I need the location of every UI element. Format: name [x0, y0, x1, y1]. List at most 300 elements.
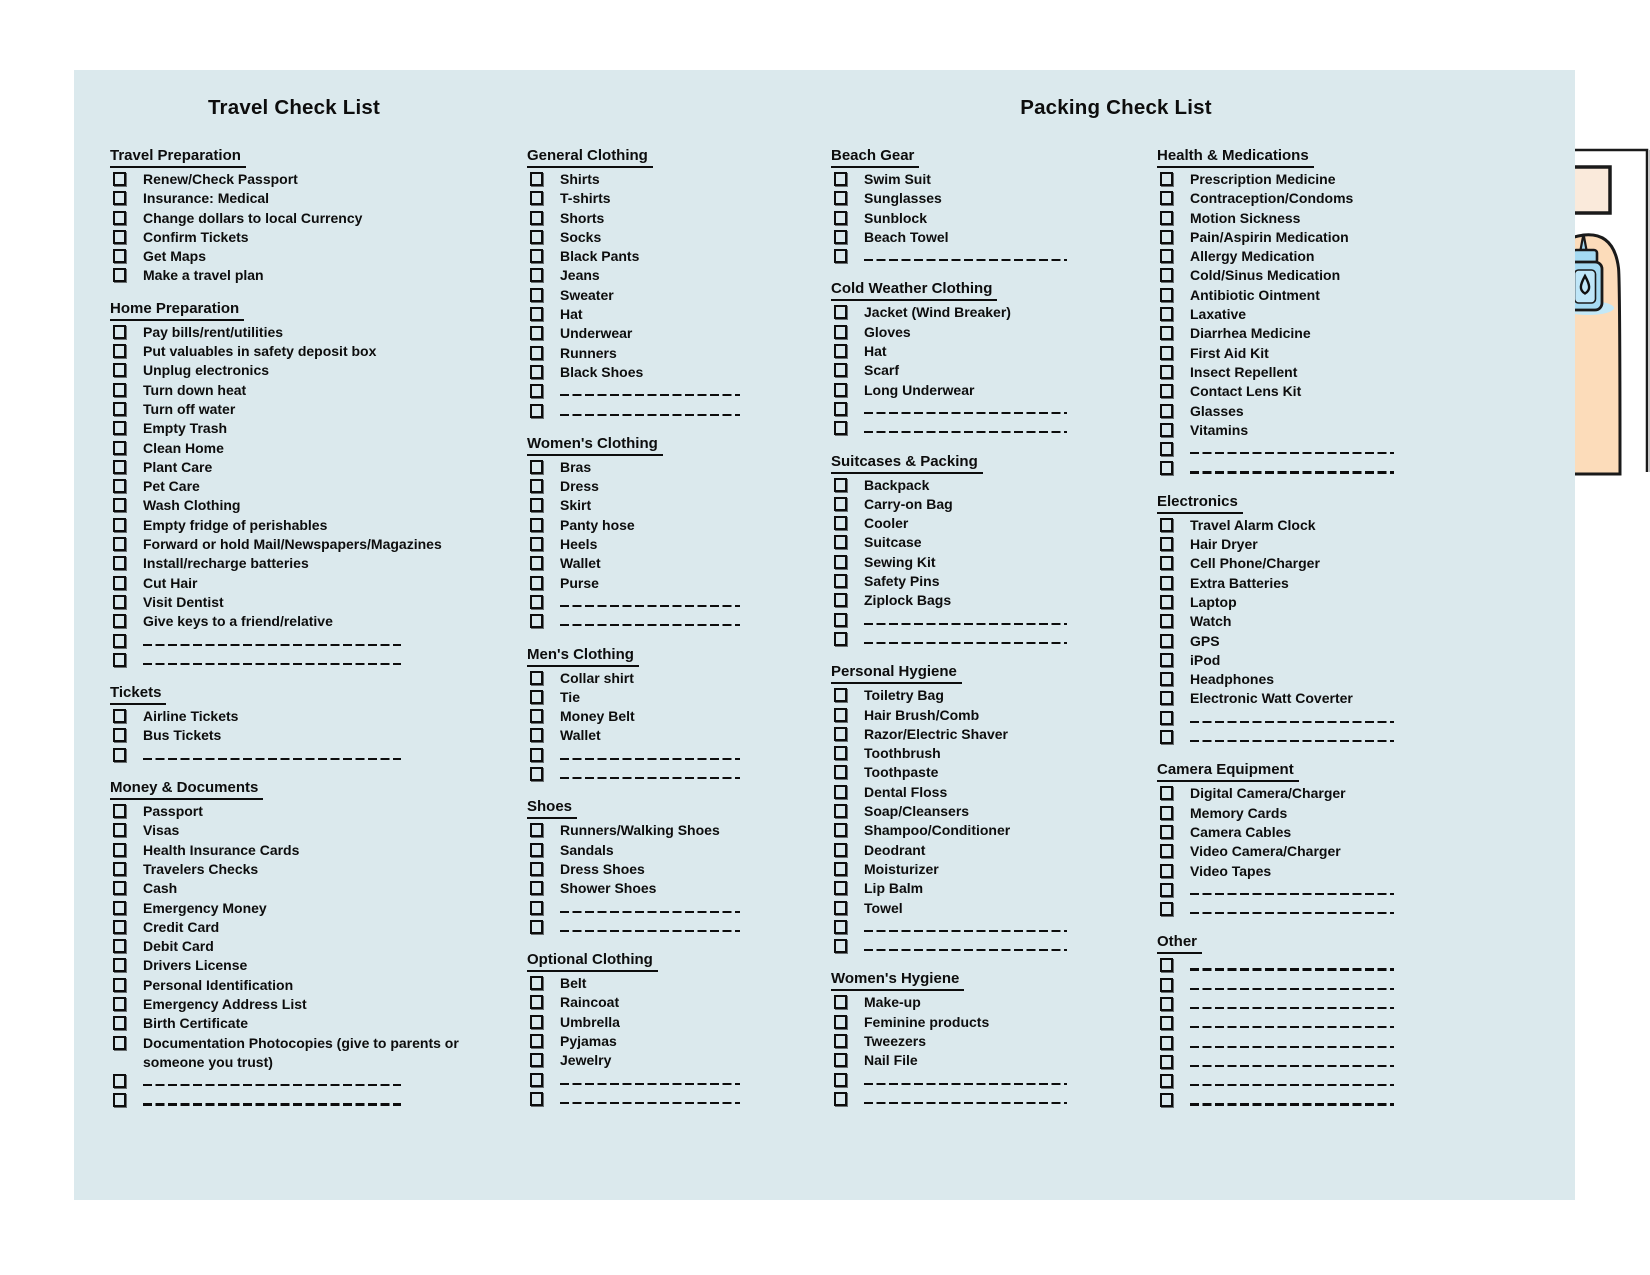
checkbox-unchecked-icon[interactable]	[1160, 825, 1173, 839]
checklist-item	[527, 209, 759, 228]
checkbox-unchecked-icon[interactable]	[530, 404, 543, 418]
checklist-item	[1157, 209, 1409, 228]
checklist-item	[1157, 363, 1409, 382]
section-header-electronics: Electronics	[1157, 492, 1243, 514]
write-in-line	[560, 1083, 740, 1085]
checklist-item	[1157, 612, 1409, 631]
item-label: Passport	[143, 803, 203, 820]
item-label: Insect Repellent	[1190, 363, 1298, 380]
checklist-item	[527, 477, 759, 496]
checklist-item	[527, 1051, 759, 1070]
checkbox-unchecked-icon[interactable]	[1160, 518, 1173, 532]
checkbox-unchecked-icon[interactable]	[113, 172, 126, 186]
checkbox-unchecked-icon[interactable]	[113, 614, 126, 628]
checkbox-unchecked-icon[interactable]	[834, 363, 847, 377]
item-label: Contact Lens Kit	[1190, 383, 1302, 400]
checkbox-unchecked-icon[interactable]	[1160, 864, 1173, 878]
checklist-item	[110, 535, 484, 554]
item-label: Headphones	[1190, 671, 1275, 688]
checkbox-unchecked-icon[interactable]	[1160, 172, 1173, 186]
checkbox-unchecked-icon[interactable]	[113, 325, 126, 339]
checkbox-unchecked-icon[interactable]	[113, 1074, 126, 1088]
checkbox-unchecked-icon[interactable]	[113, 709, 126, 723]
checkbox-unchecked-icon[interactable]	[1160, 653, 1173, 667]
checkbox-unchecked-icon[interactable]	[530, 1015, 543, 1029]
checkbox-unchecked-icon[interactable]	[1160, 230, 1173, 244]
checklist-item	[527, 247, 759, 266]
checkbox-unchecked-icon[interactable]	[530, 767, 543, 781]
checkbox-unchecked-icon[interactable]	[113, 862, 126, 876]
write-in-line	[560, 414, 740, 416]
item-label: Dress Shoes	[560, 860, 645, 877]
checkbox-unchecked-icon[interactable]	[834, 1015, 847, 1029]
checkbox-unchecked-icon[interactable]	[530, 537, 543, 551]
checkbox-unchecked-icon[interactable]	[834, 901, 847, 915]
checkbox-unchecked-icon[interactable]	[113, 978, 126, 992]
item-label: Suitcase	[864, 534, 922, 551]
checkbox-unchecked-icon[interactable]	[530, 1092, 543, 1106]
checkbox-unchecked-icon[interactable]	[1160, 711, 1173, 725]
checklist-item	[831, 553, 1079, 572]
write-in-line	[1190, 452, 1394, 454]
checkbox-unchecked-icon[interactable]	[834, 574, 847, 588]
checkbox-unchecked-icon[interactable]	[1160, 423, 1173, 437]
checkbox-unchecked-icon[interactable]	[1160, 1093, 1173, 1107]
checkbox-unchecked-icon[interactable]	[113, 268, 126, 282]
checklist-item	[527, 707, 759, 726]
checkbox-unchecked-icon[interactable]	[530, 728, 543, 742]
checkbox-unchecked-icon[interactable]	[113, 211, 126, 225]
checkbox-unchecked-icon[interactable]	[834, 325, 847, 339]
checkbox-unchecked-icon[interactable]	[113, 537, 126, 551]
checkbox-unchecked-icon[interactable]	[113, 653, 126, 667]
checkbox-unchecked-icon[interactable]	[1160, 844, 1173, 858]
checkbox-unchecked-icon[interactable]	[834, 593, 847, 607]
checklist-item	[831, 744, 1079, 763]
checkbox-unchecked-icon[interactable]	[530, 556, 543, 570]
section-header-wrap	[527, 797, 759, 821]
checkbox-unchecked-icon[interactable]	[834, 402, 847, 416]
item-label: iPod	[1190, 651, 1221, 668]
checkbox-unchecked-icon[interactable]	[1160, 786, 1173, 800]
checkbox-unchecked-icon[interactable]	[834, 344, 847, 358]
checkbox-unchecked-icon[interactable]	[113, 1016, 126, 1030]
checkbox-unchecked-icon[interactable]	[1160, 442, 1173, 456]
checkbox-unchecked-icon[interactable]	[113, 958, 126, 972]
section-general-clothing	[527, 146, 759, 421]
checkbox-unchecked-icon[interactable]	[113, 421, 126, 435]
checkbox-unchecked-icon[interactable]	[1160, 191, 1173, 205]
checkbox-unchecked-icon[interactable]	[113, 728, 126, 742]
checkbox-unchecked-icon[interactable]	[113, 1093, 126, 1107]
checklist-item	[831, 189, 1079, 208]
checkbox-unchecked-icon[interactable]	[530, 479, 543, 493]
item-label: Scarf	[864, 362, 900, 379]
checkbox-unchecked-icon[interactable]	[530, 326, 543, 340]
checkbox-unchecked-icon[interactable]	[530, 518, 543, 532]
write-in-line	[560, 394, 740, 396]
blank-entry-row	[110, 651, 484, 670]
checkbox-unchecked-icon[interactable]	[834, 862, 847, 876]
checklist-item	[831, 476, 1079, 495]
item-label: Empty fridge of perishables	[143, 516, 328, 533]
checkbox-unchecked-icon[interactable]	[1160, 576, 1173, 590]
item-label: Toothbrush	[864, 745, 941, 762]
checkbox-unchecked-icon[interactable]	[834, 995, 847, 1009]
checkbox-unchecked-icon[interactable]	[1160, 249, 1173, 263]
checkbox-unchecked-icon[interactable]	[1160, 806, 1173, 820]
checkbox-unchecked-icon[interactable]	[1160, 978, 1173, 992]
item-label: Raincoat	[560, 994, 620, 1011]
checklist-item	[527, 726, 759, 745]
item-label: Hat	[560, 306, 583, 323]
checkbox-unchecked-icon[interactable]	[113, 634, 126, 648]
checkbox-unchecked-icon[interactable]	[113, 556, 126, 570]
item-label: Tweezers	[864, 1032, 926, 1049]
item-label: Vitamins	[1190, 421, 1249, 438]
checkbox-unchecked-icon[interactable]	[113, 997, 126, 1011]
checkbox-unchecked-icon[interactable]	[530, 230, 543, 244]
item-label: Shower Shoes	[560, 880, 657, 897]
checkbox-unchecked-icon[interactable]	[834, 249, 847, 263]
write-in-line	[864, 930, 1067, 932]
section-header-beach-gear: Beach Gear	[831, 146, 919, 168]
checklist-item	[527, 669, 759, 688]
checkbox-unchecked-icon[interactable]	[530, 1053, 543, 1067]
checkbox-unchecked-icon[interactable]	[113, 441, 126, 455]
checkbox-unchecked-icon[interactable]	[530, 172, 543, 186]
checkbox-unchecked-icon[interactable]	[530, 823, 543, 837]
checkbox-unchecked-icon[interactable]	[113, 383, 126, 397]
checkbox-unchecked-icon[interactable]	[834, 1053, 847, 1067]
checkbox-unchecked-icon[interactable]	[113, 843, 126, 857]
checkbox-unchecked-icon[interactable]	[1160, 595, 1173, 609]
blank-entry-row	[527, 1071, 759, 1090]
checkbox-unchecked-icon[interactable]	[1160, 614, 1173, 628]
item-label: Cell Phone/Charger	[1190, 555, 1320, 572]
checkbox-unchecked-icon[interactable]	[1160, 1055, 1173, 1069]
checkbox-unchecked-icon[interactable]	[834, 1073, 847, 1087]
checkbox-unchecked-icon[interactable]	[1160, 537, 1173, 551]
checkbox-unchecked-icon[interactable]	[113, 479, 126, 493]
section-women-s-clothing	[527, 434, 759, 632]
checkbox-unchecked-icon[interactable]	[530, 384, 543, 398]
checklist-item	[831, 706, 1079, 725]
write-in-line	[560, 911, 740, 913]
checklist-item	[1157, 324, 1409, 343]
checkbox-unchecked-icon[interactable]	[834, 211, 847, 225]
section-header-wrap	[527, 950, 759, 974]
checkbox-unchecked-icon[interactable]	[834, 478, 847, 492]
checkbox-unchecked-icon[interactable]	[1160, 997, 1173, 1011]
checkbox-unchecked-icon[interactable]	[113, 748, 126, 762]
checkbox-unchecked-icon[interactable]	[834, 708, 847, 722]
item-label: Shampoo/Conditioner	[864, 822, 1011, 839]
checkbox-unchecked-icon[interactable]	[834, 843, 847, 857]
checkbox-unchecked-icon[interactable]	[1160, 691, 1173, 705]
checkbox-unchecked-icon[interactable]	[530, 843, 543, 857]
checkbox-unchecked-icon[interactable]	[834, 688, 847, 702]
write-in-line	[1190, 471, 1394, 473]
item-label: Wallet	[560, 555, 601, 572]
write-in-line	[560, 624, 740, 626]
blank-entry-row	[1157, 976, 1409, 995]
write-in-line	[560, 605, 740, 607]
checkbox-unchecked-icon[interactable]	[1160, 1074, 1173, 1088]
checkbox-unchecked-icon[interactable]	[113, 402, 126, 416]
item-label: Lip Balm	[864, 880, 924, 897]
checklist-item	[1157, 823, 1409, 842]
checkbox-unchecked-icon[interactable]	[834, 230, 847, 244]
checkbox-unchecked-icon[interactable]	[530, 365, 543, 379]
checkbox-unchecked-icon[interactable]	[1160, 365, 1173, 379]
checkbox-unchecked-icon[interactable]	[530, 976, 543, 990]
checkbox-unchecked-icon[interactable]	[530, 1073, 543, 1087]
write-in-line	[1190, 893, 1394, 895]
section-other	[1157, 932, 1409, 1110]
checkbox-unchecked-icon[interactable]	[834, 727, 847, 741]
section-header-general-clothing: General Clothing	[527, 146, 653, 168]
item-label: Soap/Cleansers	[864, 803, 970, 820]
checklist-item	[831, 725, 1079, 744]
checkbox-unchecked-icon[interactable]	[1160, 1016, 1173, 1030]
checklist-item	[831, 1013, 1079, 1032]
item-label: Tie	[560, 688, 580, 705]
item-label: Collar shirt	[560, 669, 634, 686]
checkbox-unchecked-icon[interactable]	[1160, 461, 1173, 475]
checklist-item	[110, 726, 484, 745]
item-label: Jewelry	[560, 1052, 612, 1069]
checkbox-unchecked-icon[interactable]	[113, 939, 126, 953]
checkbox-unchecked-icon[interactable]	[113, 1036, 126, 1050]
checkbox-unchecked-icon[interactable]	[1160, 384, 1173, 398]
item-label: Pay bills/rent/utilities	[143, 323, 284, 340]
checkbox-unchecked-icon[interactable]	[1160, 672, 1173, 686]
checkbox-unchecked-icon[interactable]	[530, 498, 543, 512]
item-label: Pain/Aspirin Medication	[1190, 228, 1349, 245]
write-in-line	[560, 1102, 740, 1104]
write-in-line	[1190, 1046, 1394, 1048]
item-label: Safety Pins	[864, 573, 940, 590]
checklist-item	[527, 170, 759, 189]
checkbox-unchecked-icon[interactable]	[530, 709, 543, 723]
write-in-line	[1190, 1007, 1394, 1009]
checkbox-unchecked-icon[interactable]	[530, 920, 543, 934]
item-label: Credit Card	[143, 918, 220, 935]
blank-entry-row	[1157, 956, 1409, 975]
checklist-item	[1157, 535, 1409, 554]
checkbox-unchecked-icon[interactable]	[834, 516, 847, 530]
checkbox-unchecked-icon[interactable]	[113, 901, 126, 915]
checkbox-unchecked-icon[interactable]	[1160, 883, 1173, 897]
checkbox-unchecked-icon[interactable]	[834, 191, 847, 205]
checkbox-unchecked-icon[interactable]	[530, 995, 543, 1009]
checkbox-unchecked-icon[interactable]	[530, 249, 543, 263]
checkbox-unchecked-icon[interactable]	[1160, 288, 1173, 302]
checklist-item	[110, 707, 484, 726]
checkbox-unchecked-icon[interactable]	[1160, 346, 1173, 360]
checklist-item	[1157, 189, 1409, 208]
checkbox-unchecked-icon[interactable]	[834, 881, 847, 895]
checklist-item	[110, 956, 484, 975]
item-label: Wash Clothing	[143, 497, 241, 514]
checklist-item	[110, 554, 484, 573]
checkbox-unchecked-icon[interactable]	[834, 785, 847, 799]
section-header-camera-equipment: Camera Equipment	[1157, 760, 1299, 782]
checkbox-unchecked-icon[interactable]	[1160, 902, 1173, 916]
checkbox-unchecked-icon[interactable]	[834, 535, 847, 549]
checklist-item	[1157, 862, 1409, 881]
checkbox-unchecked-icon[interactable]	[834, 939, 847, 953]
checkbox-unchecked-icon[interactable]	[530, 268, 543, 282]
checkbox-unchecked-icon[interactable]	[1160, 730, 1173, 744]
item-label: Bras	[560, 458, 592, 475]
checkbox-unchecked-icon[interactable]	[834, 1034, 847, 1048]
checklist-item	[831, 209, 1079, 228]
checklist-item	[527, 841, 759, 860]
item-label: Razor/Electric Shaver	[864, 725, 1008, 742]
checkbox-unchecked-icon[interactable]	[1160, 307, 1173, 321]
checkbox-unchecked-icon[interactable]	[834, 746, 847, 760]
checkbox-unchecked-icon[interactable]	[113, 881, 126, 895]
item-label: Airline Tickets	[143, 708, 239, 725]
checklist-item	[110, 516, 484, 535]
checkbox-unchecked-icon[interactable]	[530, 191, 543, 205]
checkbox-unchecked-icon[interactable]	[530, 614, 543, 628]
checklist-item	[1157, 574, 1409, 593]
checkbox-unchecked-icon[interactable]	[113, 230, 126, 244]
checkbox-unchecked-icon[interactable]	[834, 497, 847, 511]
checkbox-unchecked-icon[interactable]	[834, 305, 847, 319]
item-label: Jacket (Wind Breaker)	[864, 304, 1011, 321]
section-travel-preparation	[110, 146, 484, 286]
checkbox-unchecked-icon[interactable]	[1160, 1036, 1173, 1050]
item-label: GPS	[1190, 632, 1220, 649]
checkbox-unchecked-icon[interactable]	[1160, 268, 1173, 282]
checklist-item	[1157, 804, 1409, 823]
checkbox-unchecked-icon[interactable]	[113, 191, 126, 205]
checkbox-unchecked-icon[interactable]	[1160, 634, 1173, 648]
write-in-line	[1190, 1026, 1394, 1028]
section-header-wrap	[110, 683, 484, 707]
item-label: Black Shoes	[560, 363, 644, 380]
checkbox-unchecked-icon[interactable]	[1160, 404, 1173, 418]
checkbox-unchecked-icon[interactable]	[530, 460, 543, 474]
checklist-item	[831, 802, 1079, 821]
checkbox-unchecked-icon[interactable]	[834, 613, 847, 627]
checklist-item	[1157, 842, 1409, 861]
checkbox-unchecked-icon[interactable]	[113, 823, 126, 837]
item-label: Drivers License	[143, 957, 248, 974]
blank-entry-row	[831, 400, 1079, 419]
checkbox-unchecked-icon[interactable]	[834, 804, 847, 818]
checkbox-unchecked-icon[interactable]	[834, 555, 847, 569]
checklist-item	[110, 593, 484, 612]
blank-entry-row	[110, 746, 484, 765]
checkbox-unchecked-icon[interactable]	[834, 823, 847, 837]
checklist-item	[110, 841, 484, 860]
checkbox-unchecked-icon[interactable]	[530, 346, 543, 360]
checklist-item	[527, 324, 759, 343]
checkbox-unchecked-icon[interactable]	[530, 288, 543, 302]
checkbox-unchecked-icon[interactable]	[113, 498, 126, 512]
item-label: Confirm Tickets	[143, 228, 249, 245]
write-in-line	[864, 949, 1067, 951]
checkbox-unchecked-icon[interactable]	[113, 920, 126, 934]
checkbox-unchecked-icon[interactable]	[530, 595, 543, 609]
checkbox-unchecked-icon[interactable]	[530, 690, 543, 704]
checklist-item	[831, 591, 1079, 610]
item-label: Gloves	[864, 323, 911, 340]
section-header-wrap	[1157, 146, 1409, 170]
item-label: Forward or hold Mail/Newspapers/Magazines	[143, 536, 442, 553]
checklist-item	[110, 266, 484, 285]
checklist-sheet	[74, 70, 1575, 1200]
checkbox-unchecked-icon[interactable]	[113, 344, 126, 358]
checkbox-unchecked-icon[interactable]	[113, 518, 126, 532]
item-label: Hair Brush/Comb	[864, 706, 980, 723]
item-label: Travel Alarm Clock	[1190, 516, 1316, 533]
checklist-item	[1157, 247, 1409, 266]
checkbox-unchecked-icon[interactable]	[1160, 211, 1173, 225]
item-label: Sunglasses	[864, 190, 942, 207]
checkbox-unchecked-icon[interactable]	[834, 1092, 847, 1106]
checklist-item	[1157, 689, 1409, 708]
item-label: Heels	[560, 536, 598, 553]
write-in-line	[1190, 968, 1394, 970]
checkbox-unchecked-icon[interactable]	[530, 211, 543, 225]
checkbox-unchecked-icon[interactable]	[834, 383, 847, 397]
item-label: Runners	[560, 344, 617, 361]
checkbox-unchecked-icon[interactable]	[113, 804, 126, 818]
checkbox-unchecked-icon[interactable]	[1160, 326, 1173, 340]
checklist-item	[527, 305, 759, 324]
checkbox-unchecked-icon[interactable]	[530, 307, 543, 321]
checkbox-unchecked-icon[interactable]	[113, 363, 126, 377]
checkbox-unchecked-icon[interactable]	[834, 920, 847, 934]
checkbox-unchecked-icon[interactable]	[530, 576, 543, 590]
section-header-wrap	[831, 279, 1079, 303]
checklist-item	[527, 1032, 759, 1051]
checkbox-unchecked-icon[interactable]	[1160, 958, 1173, 972]
checkbox-unchecked-icon[interactable]	[530, 862, 543, 876]
checkbox-unchecked-icon[interactable]	[113, 576, 126, 590]
checkbox-unchecked-icon[interactable]	[834, 172, 847, 186]
checkbox-unchecked-icon[interactable]	[834, 765, 847, 779]
checkbox-unchecked-icon[interactable]	[530, 748, 543, 762]
checkbox-unchecked-icon[interactable]	[113, 460, 126, 474]
section-header-suitcases-packing: Suitcases & Packing	[831, 452, 983, 474]
checkbox-unchecked-icon[interactable]	[834, 632, 847, 646]
checkbox-unchecked-icon[interactable]	[530, 901, 543, 915]
blank-entry-row	[110, 1072, 484, 1091]
write-in-line	[1190, 912, 1394, 914]
checkbox-unchecked-icon[interactable]	[113, 595, 126, 609]
checkbox-unchecked-icon[interactable]	[113, 249, 126, 263]
checkbox-unchecked-icon[interactable]	[1160, 556, 1173, 570]
item-label: Diarrhea Medicine	[1190, 325, 1311, 342]
checklist-item	[110, 439, 484, 458]
checkbox-unchecked-icon[interactable]	[834, 421, 847, 435]
checkbox-unchecked-icon[interactable]	[530, 1034, 543, 1048]
checkbox-unchecked-icon[interactable]	[530, 671, 543, 685]
checklist-item	[1157, 554, 1409, 573]
checkbox-unchecked-icon[interactable]	[530, 881, 543, 895]
item-label: Purse	[560, 574, 599, 591]
item-label: Feminine products	[864, 1013, 990, 1030]
item-label: Sewing Kit	[864, 553, 936, 570]
section-header-home-preparation: Home Preparation	[110, 299, 244, 321]
